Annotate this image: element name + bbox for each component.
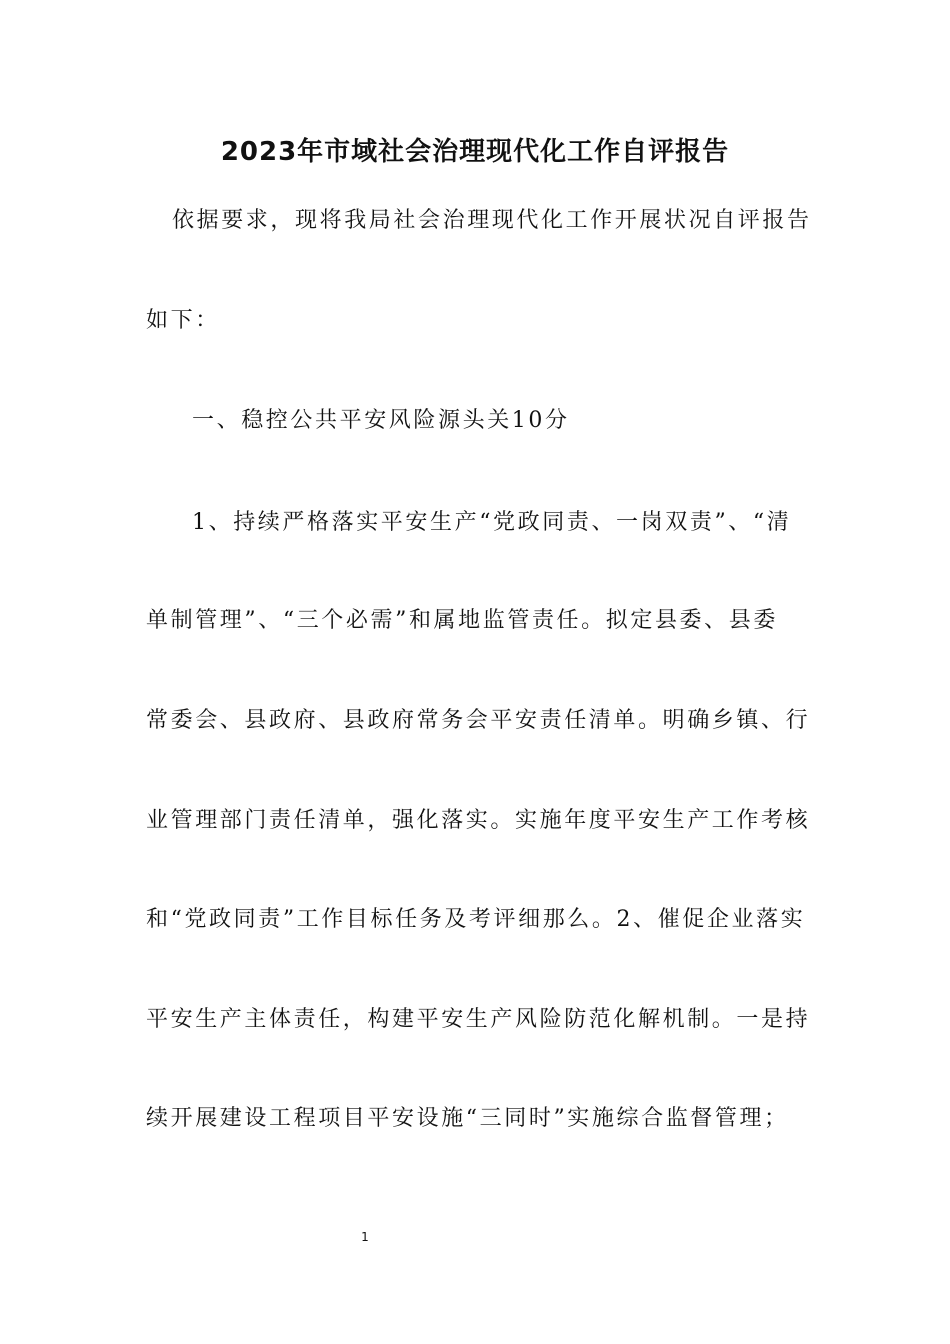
paragraph-line: 业管理部门责任清单，强化落实。实施年度平安生产工作考核 — [146, 808, 811, 833]
document-title: 2023年市域社会治理现代化工作自评报告 — [220, 137, 730, 167]
paragraph-line: 续开展建设工程项目平安设施“三同时”实施综合监督管理； — [146, 1106, 789, 1131]
paragraph-line: 单制管理”、“三个必需”和属地监管责任。拟定县委、县委 — [146, 608, 778, 633]
paragraph-line: 依据要求，现将我局社会治理现代化工作开展状况自评报告 — [172, 208, 812, 233]
paragraph-line: 常委会、县政府、县政府常务会平安责任清单。明确乡镇、行 — [146, 708, 811, 733]
paragraph-line: 如下： — [146, 308, 220, 333]
page-number: 1 — [361, 1230, 369, 1244]
paragraph-line: 平安生产主体责任，构建平安生产风险防范化解机制。一是持 — [146, 1007, 811, 1032]
paragraph-line: 和“党政同责”工作目标任务及考评细那么。2、催促企业落实 — [146, 907, 806, 932]
section-heading: 一、稳控公共平安风险源头关10分 — [192, 408, 570, 433]
paragraph-line: 1、持续严格落实平安生产“党政同责、一岗双责”、“清 — [192, 510, 792, 535]
